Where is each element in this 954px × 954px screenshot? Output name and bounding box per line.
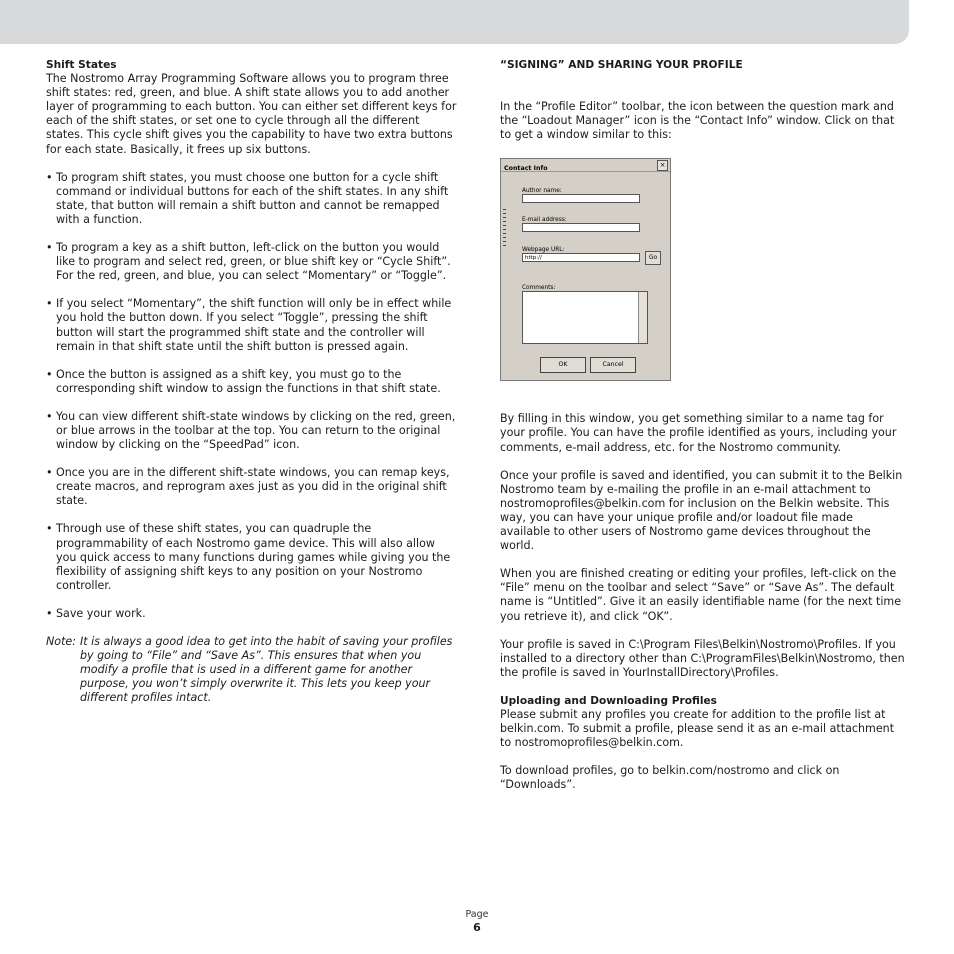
upload-download-heading: Uploading and Downloading Profiles — [500, 694, 717, 707]
list-item: • Save your work. — [46, 606, 146, 620]
go-button[interactable]: Go — [645, 251, 661, 265]
paragraph: Once your profile is saved and identified, you can submit it to the Belkin Nostromo team by e-mailing the profile in an e-mail attachment to nostromoprofiles@belkin.com for inclusion on the Belkin website. This way, you can have your unique profile and/or loadout file made available to other users of Nostromo game devices throughout the world. — [500, 468, 903, 553]
signing-heading: “SIGNING” AND SHARING YOUR PROFILE — [500, 59, 743, 71]
page-label: Page — [465, 909, 489, 920]
paragraph: To download profiles, go to belkin.com/nostromo and click on “Downloads”. — [500, 764, 840, 792]
dialog-title: Contact Info — [504, 165, 548, 173]
paragraph: Please submit any profiles you create for addition to the profile list at belkin.com. To submit a profile, please send it as an e-mail attachment to nostromoprofiles@belkin.com. — [500, 707, 895, 750]
left-column — [46, 58, 458, 705]
scrollbar[interactable] — [638, 292, 647, 343]
list-item: • To program a key as a shift button, left-click on the button you would like to program and select red, green, or blue shift key or “Cycle Shift”. For the red, green, and blue, you can select “Momentary” or “Toggle”. — [46, 241, 451, 283]
list-item: • Once you are in the different shift-state windows, you can remap keys, create macros, and reprogram axes just as you did in the original shift state. — [46, 466, 450, 508]
dialog-title-bar — [501, 159, 670, 172]
page-number: 6 — [473, 921, 481, 934]
right-column — [500, 58, 906, 792]
list-item: • Once the button is assigned as a shift key, you must go to the corresponding shift window to assign the functions in that shift state. — [46, 367, 441, 395]
paragraph: By filling in this window, you get something similar to a name tag for your profile. You can have the profile identified as yours, including your comments, e-mail address, etc. for the Nostromo community. — [500, 412, 897, 454]
list-item: • Through use of these shift states, you can quadruple the programmability of each Nostromo game device. This will also allow you quick access to many functions during games while giving you the flexibility of assigning shift keys to any position on your Nostromo controller. — [46, 522, 451, 592]
paragraph: When you are finished creating or editing your profiles, left-click on the “File” menu on the toolbar and select “Save” or “Save As”. The default name is “Untitled”. Give it an easily identifiable name (for the next time you retrieve it), and click “OK”. — [500, 567, 902, 623]
contact-info-dialog — [500, 158, 671, 381]
header-bar — [0, 0, 909, 44]
email-field[interactable] — [522, 223, 640, 232]
email-label: E-mail address: — [522, 217, 567, 224]
ok-button[interactable]: OK — [540, 357, 586, 373]
webpage-field[interactable]: http:// — [522, 253, 640, 262]
comments-field[interactable] — [522, 291, 648, 344]
note-text: It is always a good idea to get into the habit of saving your profiles by going to “File” and “Save As”. This ensures that when you modify a profile that is used in a different game for another purpose, you won’t simply overwrite it. This lets you keep your different profiles intact. — [80, 635, 453, 705]
cancel-button[interactable]: Cancel — [590, 357, 636, 373]
resize-grip — [503, 209, 506, 249]
comments-label: Comments: — [522, 285, 556, 292]
webpage-label: Webpage URL: — [522, 247, 565, 254]
shift-states-intro: The Nostromo Array Programming Software allows you to program three shift states: red, green, and blue. A shift state allows you to add another layer of programming to each button. You can either set different keys for each of the shift states, or set one to cycle through all the different states. This cycle shift gives you the capability to have two extra buttons for each state. Basically, it frees up six buttons. — [46, 72, 457, 156]
note — [46, 635, 458, 705]
list-item: • You can view different shift-state windows by clicking on the red, green, or blue arrows in the toolbar at the top. You can return to the original window by clicking on the “SpeedPad” icon. — [46, 409, 456, 452]
list-item: • If you select “Momentary”, the shift function will only be in effect while you hold the button down. If you select “Toggle”, pressing the shift button will start the programmed shift state and the controller will remain in that shift state until the shift button is pressed again. — [46, 297, 452, 353]
note-label: Note: — [46, 635, 76, 648]
paragraph: Your profile is saved in C:\Program Files\Belkin\Nostromo\Profiles. If you installed to a directory other than C:\ProgramFiles\Belkin\Nostromo, then the profile is saved in YourInstallDirectory\Profiles. — [500, 637, 905, 679]
signing-intro: In the “Profile Editor” toolbar, the icon between the question mark and the “Loadout Manager” icon is the “Contact Info” window. Click on that to get a window similar to this: — [500, 100, 895, 142]
list-item: • To program shift states, you must choose one button for a cycle shift command or individual buttons for each of the shift states. In any shift state, that button will remain a shift button and cannot be remapped with a function. — [46, 170, 449, 226]
close-icon[interactable]: × — [657, 160, 668, 171]
shift-states-heading: Shift States — [46, 59, 117, 71]
author-field[interactable] — [522, 194, 640, 203]
author-label: Author name: — [522, 188, 562, 195]
